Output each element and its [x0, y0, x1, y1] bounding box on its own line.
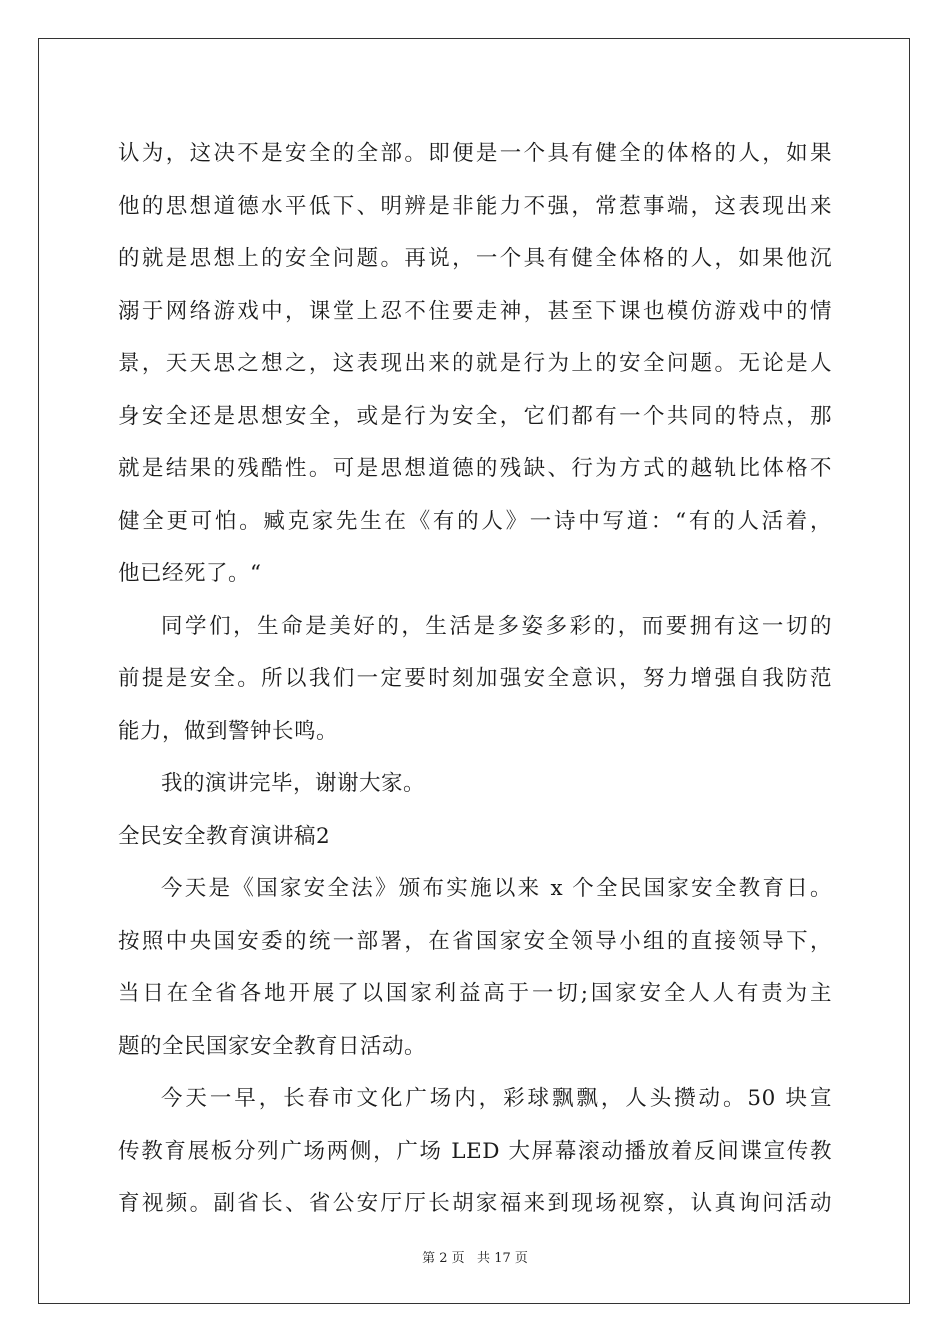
text-line: 就是结果的残酷性。可是思想道德的残缺、行为方式的越轨比体格不	[118, 456, 832, 481]
document-body	[118, 128, 832, 1231]
page-number-label: 第 2 页 共 17 页	[422, 1251, 528, 1266]
text-line: 景，天天思之想之，这表现出来的就是行为上的安全问题。无论是人	[118, 351, 832, 376]
page-footer	[0, 1247, 950, 1266]
text-line: 我的演讲完毕，谢谢大家。	[161, 771, 426, 796]
text-line: 育视频。副省长、省公安厅厅长胡家福来到现场视察，认真询问活动	[118, 1191, 832, 1216]
text-line: 今天一早，长春市文化广场内，彩球飘飘，人头攒动。50 块宣	[161, 1086, 832, 1111]
text-line: 同学们，生命是美好的，生活是多姿多彩的，而要拥有这一切的	[161, 613, 832, 639]
text-line: 的就是思想上的安全问题。再说，一个具有健全体格的人，如果他沉	[118, 246, 832, 271]
text-line: 前提是安全。所以我们一定要时刻加强安全意识，努力增强自我防范	[118, 666, 832, 691]
text-line: 今天是《国家安全法》颁布实施以来 x 个全民国家安全教育日。	[161, 876, 832, 901]
text-line: 当日在全省各地开展了以国家利益高于一切;国家安全人人有责为主	[118, 981, 832, 1006]
text-line: 身安全还是思想安全，或是行为安全，它们都有一个共同的特点，那	[118, 403, 832, 429]
text-line: 他已经死了。“	[118, 561, 262, 586]
text-line: 题的全民国家安全教育日活动。	[118, 1033, 427, 1059]
text-line: 认为，这决不是安全的全部。即便是一个具有健全的体格的人，如果	[118, 141, 832, 166]
text-line: 能力，做到警钟长鸣。	[118, 718, 339, 744]
text-line: 溺于网络游戏中，课堂上忍不住要走神，甚至下课也模仿游戏中的情	[118, 298, 832, 324]
section-heading: 全民安全教育演讲稿2	[118, 823, 331, 849]
text-line: 他的思想道德水平低下、明辨是非能力不强，常惹事端，这表现出来	[118, 193, 832, 219]
text-line: 健全更可怕。臧克家先生在《有的人》一诗中写道：“有的人活着，	[118, 508, 832, 534]
text-line: 按照中央国安委的统一部署，在省国家安全领导小组的直接领导下，	[118, 928, 832, 954]
text-line: 传教育展板分列广场两侧，广场 LED 大屏幕滚动播放着反间谍宣传教	[118, 1138, 832, 1164]
